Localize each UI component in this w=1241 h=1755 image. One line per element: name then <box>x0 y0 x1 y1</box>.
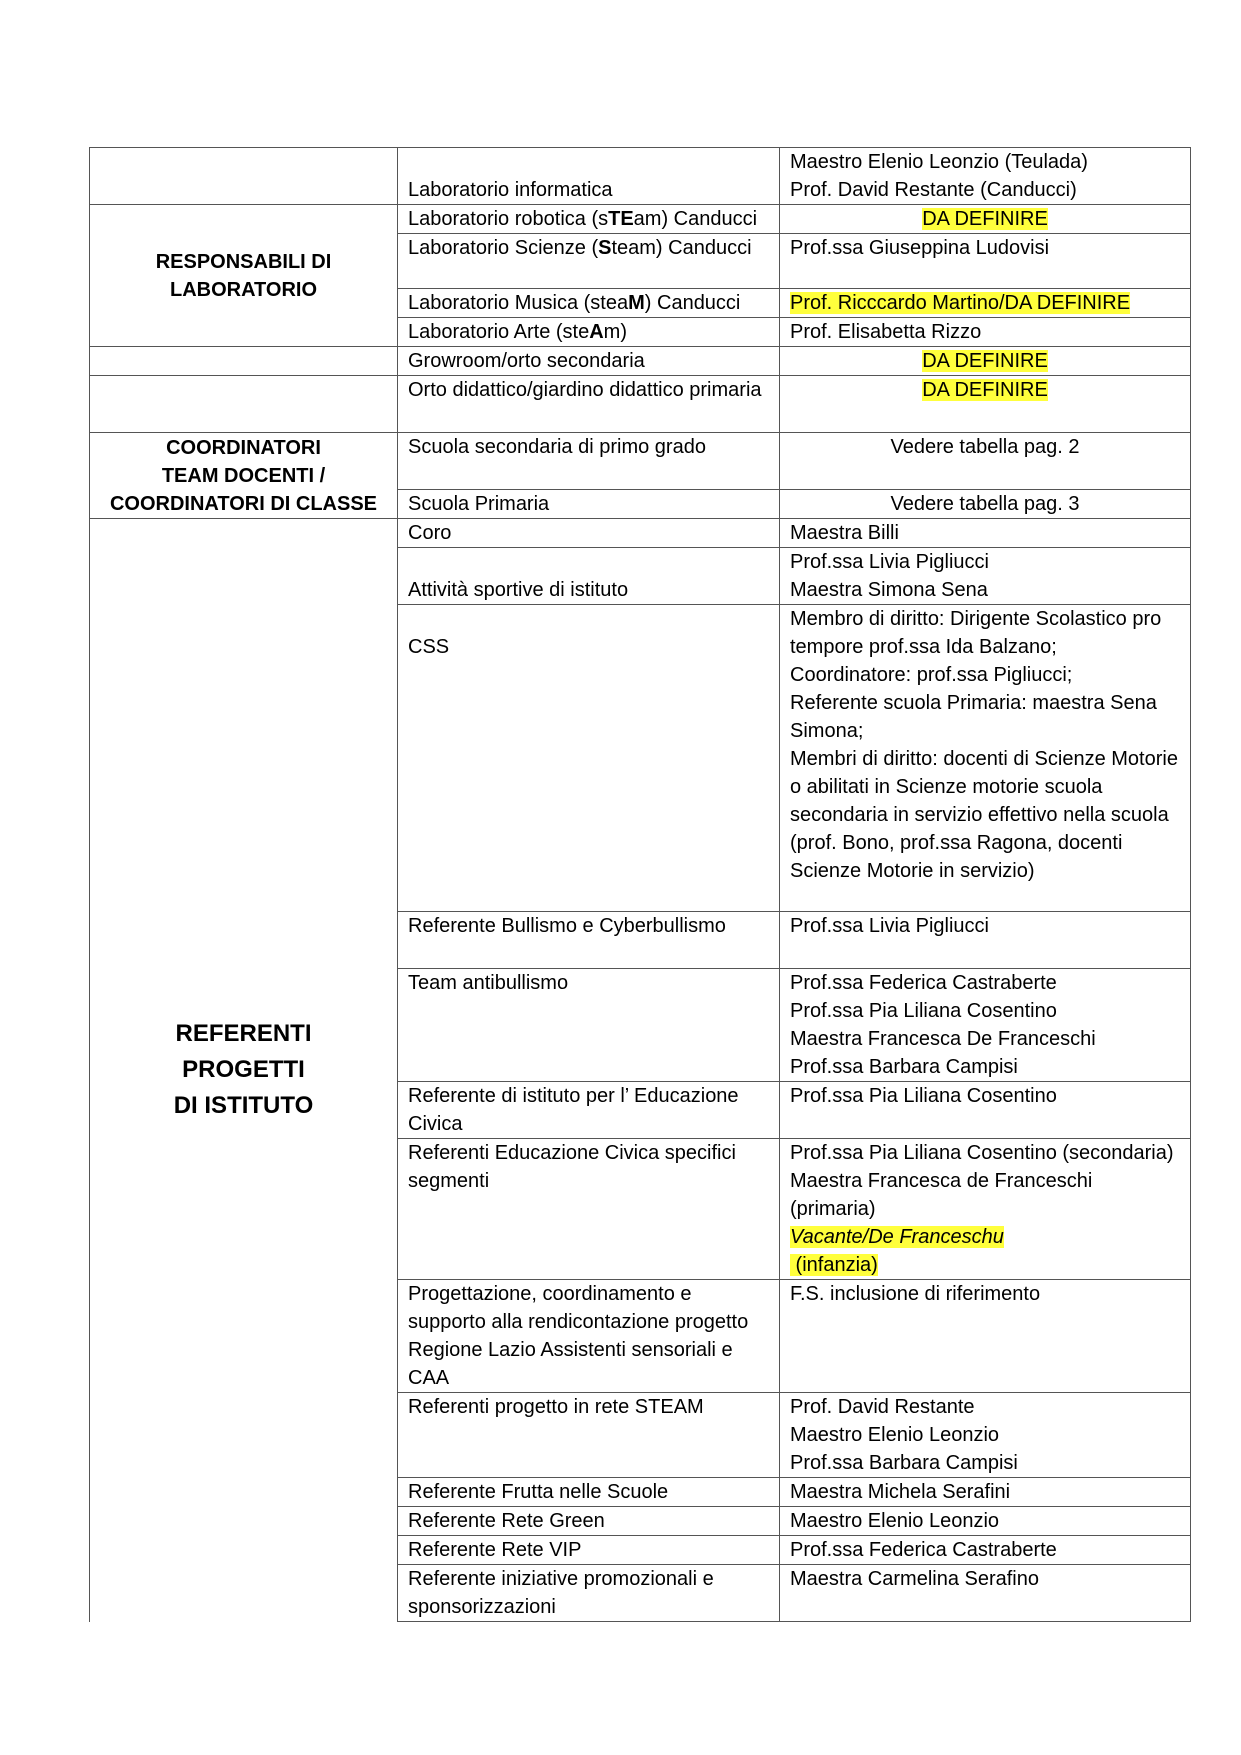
activity-text: m) <box>603 321 627 343</box>
activity-text: Referenti progetto in rete STEAM <box>408 1396 704 1418</box>
person-line: (prof. Bono, prof.ssa Ragona, docenti Scienze Motorie in servizio) <box>790 832 1123 882</box>
activity-cell <box>398 605 780 912</box>
highlighted-person: (infanzia) <box>790 1254 878 1276</box>
activity-cell <box>398 1139 780 1280</box>
person-line: Maestra Francesca De Franceschi <box>790 1028 1096 1050</box>
activity-cell <box>398 376 780 433</box>
activity-cell <box>398 1393 780 1478</box>
activity-cell <box>398 205 780 234</box>
activity-text: Referente Rete Green <box>408 1510 605 1532</box>
person-cell <box>780 1507 1191 1536</box>
person-line: Prof. David Restante <box>790 1396 975 1418</box>
person-cell <box>780 912 1191 969</box>
person-line: Membri di diritto: docenti di Scienze Motorie o abilitati in Scienze motorie scuola secondaria in servizio effettivo nella scuola <box>790 748 1178 826</box>
person-text: Prof.ssa Federica Castraberte <box>790 1539 1057 1561</box>
person-text: Prof.ssa Livia Pigliucci <box>790 915 989 937</box>
person-text: Prof. Elisabetta Rizzo <box>790 321 982 343</box>
activity-bold-text: TE <box>608 208 634 230</box>
activity-bold-text: S <box>598 237 612 259</box>
activity-cell <box>398 1280 780 1393</box>
person-cell <box>780 433 1191 490</box>
activity-text: Orto didattico/giardino didattico primaria <box>408 379 762 401</box>
activity-text: Laboratorio Musica (stea <box>408 292 629 314</box>
person-text: Maestro Elenio Leonzio <box>790 1510 1000 1532</box>
activity-cell <box>398 1536 780 1565</box>
activity-cell <box>398 969 780 1082</box>
activity-cell <box>398 234 780 289</box>
person-line: Prof.ssa Pia Liliana Cosentino (secondaria) <box>790 1142 1174 1164</box>
activity-text: ) Canducci <box>644 292 741 314</box>
section-line: RESPONSABILI DI <box>155 250 332 273</box>
activity-text: Referente Frutta nelle Scuole <box>408 1481 669 1503</box>
section-line: COORDINATORI DI CLASSE <box>109 492 378 515</box>
person-line: Prof.ssa Barbara Campisi <box>790 1452 1018 1474</box>
person-cell <box>780 1082 1191 1139</box>
assignments-table <box>89 147 1191 1622</box>
activity-text: CSS <box>408 636 450 658</box>
activity-cell <box>398 433 780 490</box>
person-text: Vedere tabella pag. 3 <box>890 493 1080 515</box>
highlighted-person: Vacante/De Franceschu <box>790 1226 1004 1248</box>
highlighted-person: DA DEFINIRE <box>922 208 1048 230</box>
activity-text: Coro <box>408 522 452 544</box>
section-cell-empty <box>90 347 398 376</box>
activity-cell <box>398 1565 780 1622</box>
section-referenti-progetti <box>90 519 398 1622</box>
activity-text: Scuola secondaria di primo grado <box>408 436 706 458</box>
person-line: Membro di diritto: Dirigente Scolastico pro tempore prof.ssa Ida Balzano; <box>790 608 1162 658</box>
person-cell <box>780 969 1191 1082</box>
person-cell <box>780 148 1191 205</box>
person-text: Vedere tabella pag. 2 <box>890 436 1080 458</box>
person-text: F.S. inclusione di riferimento <box>790 1283 1041 1305</box>
person-line: Referente scuola Primaria: maestra Sena Simona; <box>790 692 1157 742</box>
section-cell-empty <box>90 376 398 433</box>
section-coordinatori <box>90 433 398 519</box>
activity-text: Laboratorio Scienze ( <box>408 237 599 259</box>
activity-text: Laboratorio informatica <box>408 179 613 201</box>
person-text: Maestra Carmelina Serafino <box>790 1568 1039 1590</box>
section-line: LABORATORIO <box>169 278 318 301</box>
section-line: COORDINATORI <box>166 436 321 459</box>
activity-text: Referente iniziative promozionali e sponsorizzazioni <box>408 1568 714 1618</box>
activity-cell <box>398 318 780 347</box>
activity-text: am) Canducci <box>633 208 758 230</box>
person-cell <box>780 1536 1191 1565</box>
activity-cell <box>398 490 780 519</box>
person-line: Maestro Elenio Leonzio (Teulada) <box>790 151 1088 173</box>
person-cell <box>780 1478 1191 1507</box>
activity-text: Referente di istituto per l’ Educazione Civica <box>408 1085 739 1135</box>
highlighted-person: Prof. Ricccardo Martino/DA DEFINIRE <box>790 292 1131 314</box>
activity-text: team) Canducci <box>611 237 752 259</box>
person-cell <box>780 1565 1191 1622</box>
table-row <box>90 347 1191 376</box>
person-line: Prof.ssa Pia Liliana Cosentino <box>790 1000 1057 1022</box>
activity-bold-text: M <box>628 292 645 314</box>
person-line: Maestra Simona Sena <box>790 579 988 601</box>
activity-text: Laboratorio Arte (ste <box>408 321 590 343</box>
activity-cell <box>398 548 780 605</box>
activity-text: Laboratorio robotica (s <box>408 208 609 230</box>
person-cell <box>780 605 1191 912</box>
section-line: PROGETTI <box>182 1056 305 1084</box>
person-text: Maestra Michela Serafini <box>790 1481 1011 1503</box>
person-cell <box>780 376 1191 433</box>
activity-cell <box>398 912 780 969</box>
person-line: Prof.ssa Livia Pigliucci <box>790 551 989 573</box>
person-text: Maestra Billi <box>790 522 899 544</box>
activity-text: Growroom/orto secondaria <box>408 350 645 372</box>
activity-text: Referente Bullismo e Cyberbullismo <box>408 915 726 937</box>
person-line: Coordinatore: prof.ssa Pigliucci; <box>790 664 1073 686</box>
person-line: Prof.ssa Barbara Campisi <box>790 1056 1018 1078</box>
person-cell <box>780 205 1191 234</box>
activity-cell <box>398 1082 780 1139</box>
person-line: Maestra Francesca de Franceschi (primaria) <box>790 1170 1093 1220</box>
activity-text: Scuola Primaria <box>408 493 550 515</box>
section-line: DI ISTITUTO <box>173 1092 314 1120</box>
person-cell <box>780 548 1191 605</box>
person-cell <box>780 519 1191 548</box>
person-line: Maestro Elenio Leonzio <box>790 1424 1000 1446</box>
activity-bold-text: A <box>589 321 604 343</box>
section-cell-empty <box>90 148 398 205</box>
activity-text: Attività sportive di istituto <box>408 579 629 601</box>
activity-cell <box>398 1507 780 1536</box>
activity-text: Progettazione, coordinamento e supporto alla rendicontazione progetto Regione Lazio Assistenti sensoriali e CAA <box>408 1283 749 1389</box>
activity-cell <box>398 1478 780 1507</box>
activity-cell <box>398 148 780 205</box>
table-row <box>90 433 1191 490</box>
person-cell <box>780 1280 1191 1393</box>
table-row <box>90 376 1191 433</box>
person-cell <box>780 1139 1191 1280</box>
activity-cell <box>398 519 780 548</box>
person-line: Prof.ssa Federica Castraberte <box>790 972 1057 994</box>
person-cell <box>780 234 1191 289</box>
table-row <box>90 519 1191 548</box>
person-cell <box>780 289 1191 318</box>
section-responsabili-laboratorio <box>90 205 398 347</box>
person-cell <box>780 347 1191 376</box>
table-row <box>90 148 1191 205</box>
person-cell <box>780 318 1191 347</box>
activity-text: Referenti Educazione Civica specifici segmenti <box>408 1142 736 1192</box>
activity-text: Team antibullismo <box>408 972 569 994</box>
section-line: REFERENTI <box>175 1020 312 1048</box>
person-text: Prof.ssa Pia Liliana Cosentino <box>790 1085 1057 1107</box>
person-line: Prof. David Restante (Canducci) <box>790 179 1077 201</box>
person-text: Prof.ssa Giuseppina Ludovisi <box>790 237 1050 259</box>
table-row <box>90 205 1191 234</box>
activity-text: Referente Rete VIP <box>408 1539 582 1561</box>
person-cell <box>780 490 1191 519</box>
highlighted-person: DA DEFINIRE <box>922 350 1048 372</box>
activity-cell <box>398 347 780 376</box>
person-cell <box>780 1393 1191 1478</box>
highlighted-person: DA DEFINIRE <box>922 379 1048 401</box>
section-line: TEAM DOCENTI / <box>161 464 326 487</box>
activity-cell <box>398 289 780 318</box>
